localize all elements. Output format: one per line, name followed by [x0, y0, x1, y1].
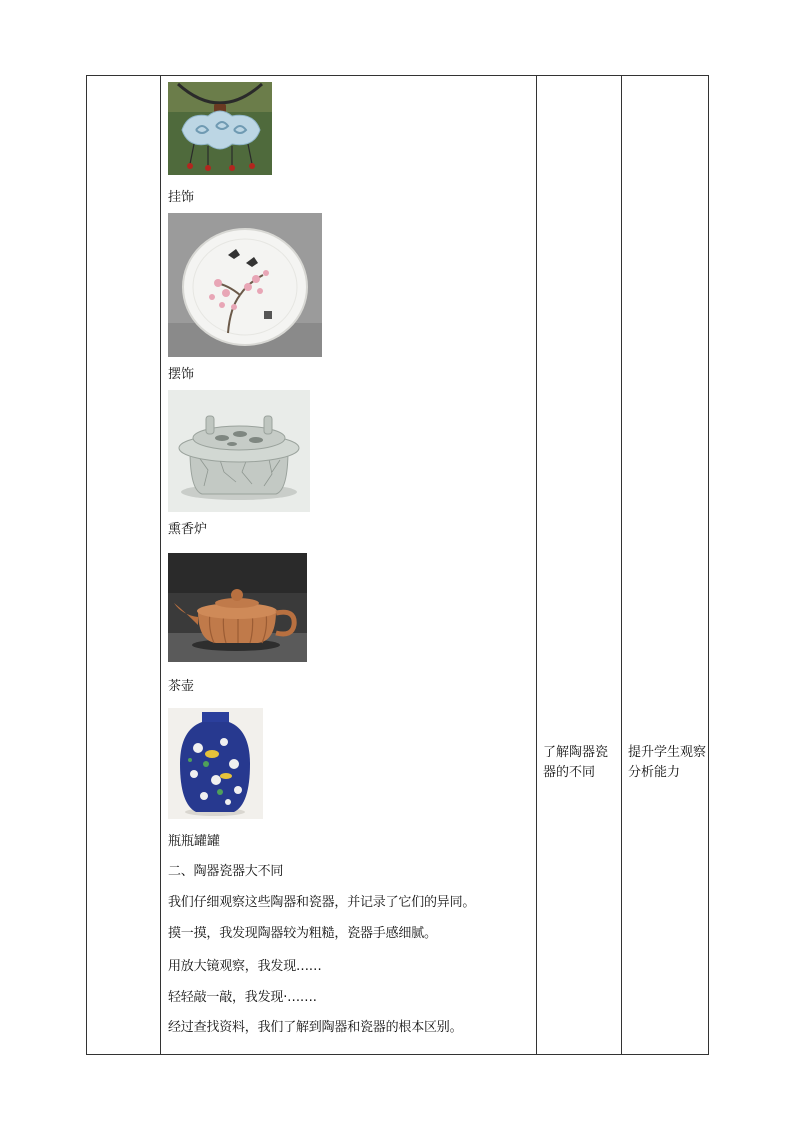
paragraph-research: 经过查找资料，我们了解到陶器和瓷器的根本区别。 — [168, 1020, 463, 1035]
vase-image — [168, 708, 263, 819]
content-cell — [161, 76, 537, 1055]
paragraph-observe: 我们仔细观察这些陶器和瓷器，并记录了它们的异同。 — [168, 895, 476, 910]
caption-incense-burner: 熏香炉 — [168, 522, 208, 537]
jade-pendant-image — [168, 82, 272, 175]
paragraph-touch: 摸一摸，我发现陶器较为粗糙，瓷器手感细腻。 — [168, 926, 437, 941]
lesson-table — [86, 75, 709, 1055]
caption-vase: 瓶瓶罐罐 — [168, 834, 221, 849]
goal-cell — [537, 76, 622, 1055]
porcelain-plate-image — [168, 213, 322, 357]
section-heading: 二、陶器瓷器大不同 — [168, 864, 284, 879]
left-empty-cell — [87, 76, 161, 1055]
caption-pendant: 挂饰 — [168, 190, 195, 205]
goal-text: 了解陶器瓷器的不同 — [543, 745, 609, 780]
paragraph-knock: 轻轻敲一敲，我发现·……. — [168, 990, 317, 1005]
intent-text: 提升学生观察分析能力 — [628, 745, 707, 780]
teapot-image — [168, 553, 307, 662]
caption-plate: 摆饰 — [168, 367, 195, 382]
paragraph-magnifier: 用放大镜观察，我发现…… — [168, 959, 322, 974]
intent-cell — [622, 76, 709, 1055]
caption-teapot: 茶壶 — [168, 679, 195, 694]
incense-burner-image — [168, 390, 310, 512]
